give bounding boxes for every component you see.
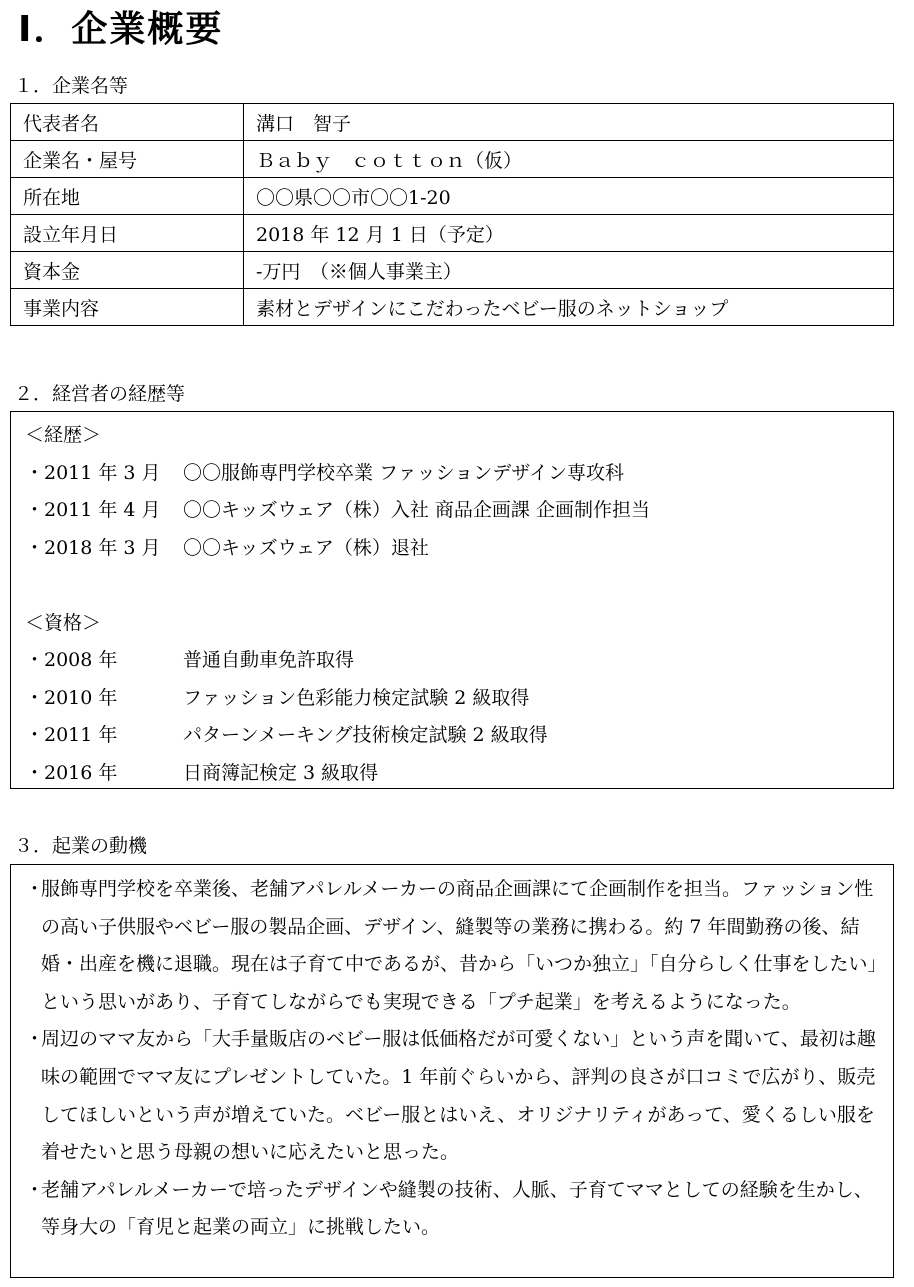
- career-date: ・2011 年 3 月: [25, 461, 161, 484]
- career-text: 〇〇キッズウェア（株）退社: [183, 536, 429, 559]
- motivation-paragraph: [25, 1021, 885, 1171]
- blank-line: [25, 567, 893, 605]
- qualification-date: ・2010 年: [25, 686, 118, 709]
- row-label: 企業名・屋号: [11, 141, 244, 178]
- list-item: [25, 642, 893, 680]
- career-text: 〇〇服飾専門学校卒業 ファッションデザイン専攻科: [183, 461, 624, 484]
- qualification-subheading: ＜資格＞: [25, 611, 102, 634]
- qualification-text: パターンメーキング技術検定試験 2 級取得: [183, 724, 548, 746]
- bullet-mark: ・: [25, 878, 45, 900]
- row-value: 〇〇県〇〇市〇〇1-20: [244, 178, 894, 215]
- list-item: [25, 455, 893, 493]
- table-row: [11, 215, 894, 252]
- career-text: 〇〇キッズウェア（株）入社 商品企画課 企画制作担当: [183, 499, 650, 521]
- row-value: 2018 年 12 月 1 日（予定）: [244, 215, 894, 252]
- table-row: [11, 104, 894, 141]
- section-heading-motivation: ３．起業の動機: [14, 835, 148, 857]
- career-box: [10, 411, 894, 789]
- motivation-box: [10, 864, 894, 1278]
- row-label: 所在地: [11, 178, 244, 215]
- motivation-text: 周辺のママ友から「大手量販店のベビー服は低価格だが可愛くない」という声を聞いて、最初は趣味の範囲でママ友にプレゼントしていた。1 年前ぐらいから、評判の良さが口コミで広がり、販売してほしいという声が増えていた。ベビー服とはいえ、オリジナリティがあって、愛くるしい服を着せたいと思う母親の想いに応えたいと思った。: [41, 1028, 876, 1164]
- qualification-date: ・2016 年: [25, 761, 118, 784]
- row-value: 溝口 智子: [244, 104, 894, 141]
- qualification-text: ファッション色彩能力検定試験 2 級取得: [183, 686, 530, 709]
- row-label: 設立年月日: [11, 215, 244, 252]
- row-value: -万円 （※個人事業主）: [244, 252, 894, 289]
- row-value: 素材とデザインにこだわったベビー服のネットショップ: [244, 289, 894, 326]
- qualification-text: 日商簿記検定 3 級取得: [183, 761, 379, 784]
- row-label: 事業内容: [11, 289, 244, 326]
- career-date: ・2018 年 3 月: [25, 536, 161, 559]
- list-item: [25, 530, 893, 568]
- motivation-text: 服飾専門学校を卒業後、老舗アパレルメーカーの商品企画課にて企画制作を担当。ファッション性の高い子供服やベビー服の製品企画、デザイン、縫製等の業務に携わる。約 7 年間勤務の後、結婚・出産を機に退職。現在は子育て中であるが、昔から「いつか独立」「自分らしく仕事をしたい」という思いがあり、子育てしながらでも実現できる「プチ起業」を考えるようになった。: [41, 878, 878, 1013]
- list-item: [25, 492, 893, 530]
- list-item: [25, 680, 893, 718]
- row-label: 代表者名: [11, 104, 244, 141]
- motivation-paragraph: [25, 871, 885, 1021]
- list-item: [25, 717, 893, 755]
- bullet-mark: ・: [25, 1028, 45, 1051]
- list-item: [25, 755, 893, 793]
- qualification-date: ・2011 年: [25, 724, 118, 746]
- qualification-date: ・2008 年: [25, 649, 118, 671]
- qualification-text: 普通自動車免許取得: [183, 649, 355, 671]
- row-value: Ｂａｂｙ ｃｏｔｔｏｎ（仮）: [244, 141, 894, 178]
- table-row: [11, 141, 894, 178]
- career-date: ・2011 年 4 月: [25, 499, 161, 521]
- section-heading-company: １．企業名等: [14, 75, 129, 97]
- page-title: Ⅰ．企業概要: [18, 9, 224, 50]
- career-subheading: ＜経歴＞: [25, 424, 102, 446]
- motivation-paragraph: [25, 1172, 885, 1247]
- motivation-text: 老舗アパレルメーカーで培ったデザインや縫製の技術、人脈、子育てママとしての経験を生かし、等身大の「育児と起業の両立」に挑戦したい。: [41, 1178, 873, 1239]
- table-row: [11, 289, 894, 326]
- bullet-mark: ・: [25, 1178, 45, 1201]
- section-heading-career: ２．経営者の経歴等: [14, 383, 186, 405]
- company-info-table: [10, 103, 894, 326]
- table-row: [11, 178, 894, 215]
- row-label: 資本金: [11, 252, 244, 289]
- table-row: [11, 252, 894, 289]
